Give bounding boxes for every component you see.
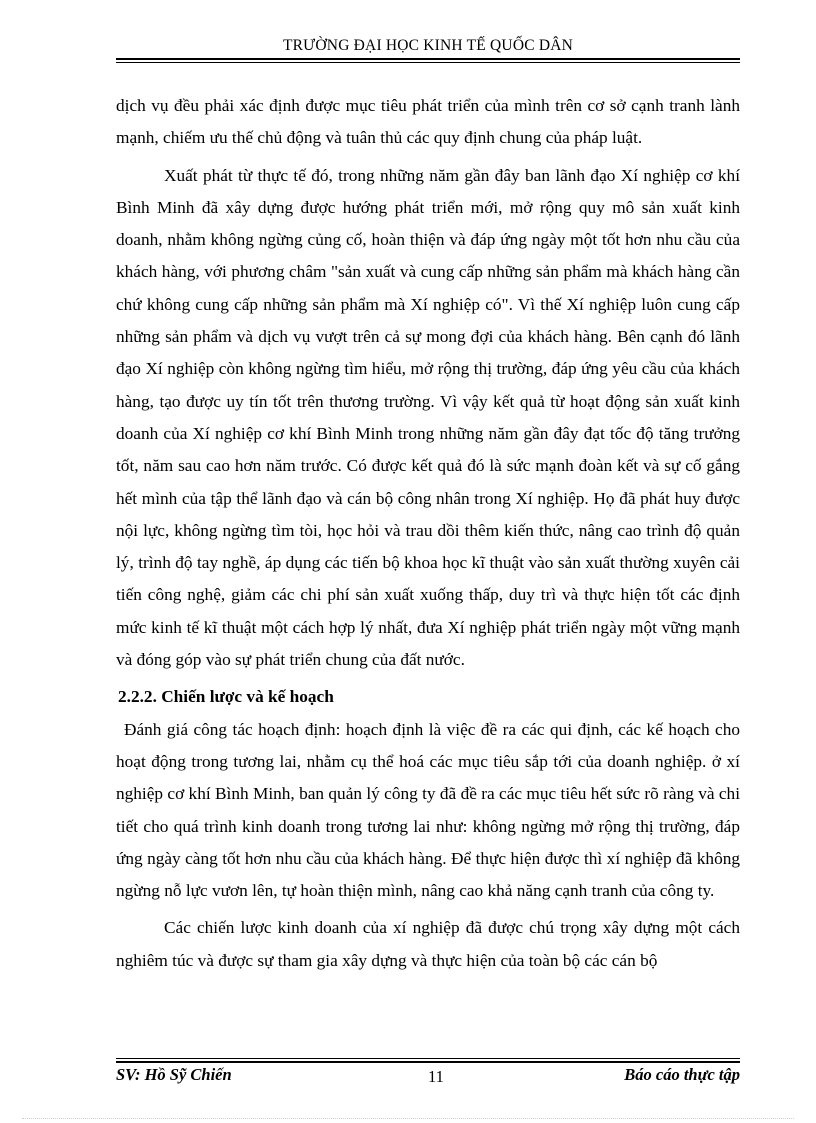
document-body — [116, 90, 740, 977]
footer-author: SV: Hồ Sỹ Chiến — [116, 1065, 232, 1084]
header-rule-thin — [116, 62, 740, 63]
header-rule-thick — [116, 58, 740, 60]
page-header-title: TRƯỜNG ĐẠI HỌC KINH TẾ QUỐC DÂN — [282, 37, 574, 54]
footer-rule-thin — [116, 1058, 740, 1059]
paragraph-3: Đánh giá công tác hoạch định: hoạch định là việc đề ra các qui định, các kế hoạch cho hoạt động trong tương lai, nhằm cụ thể hoá các mục tiêu sắp tới của doanh nghiệp. ở xí nghiệp cơ khí Bình Minh, ban quản lý công ty đã đề ra các mục tiêu hết sức rõ ràng và chi tiết cho quá trình kinh doanh trong tương lai như: không ngừng mở rộng thị trường, đáp ứng ngày càng tốt hơn nhu cầu của khách hàng. Để thực hiện được thì xí nghiệp đã không ngừng nỗ lực vươn lên, tự hoàn thiện mình, nâng cao khả năng cạnh tranh của công ty. — [116, 719, 740, 901]
footer-rule-thick — [116, 1061, 740, 1063]
page-number: 11 — [428, 1067, 444, 1086]
section-heading: 2.2.2. Chiến lược và kế hoạch — [118, 687, 334, 707]
footer-report-label: Báo cáo thực tập — [624, 1065, 740, 1084]
page-bottom-border — [22, 1118, 794, 1119]
paragraph-2: Xuất phát từ thực tế đó, trong những năm gần đây ban lãnh đạo Xí nghiệp cơ khí Bình Minh đã xây dựng được hướng phát triển mới, mở rộng quy mô sản xuất kinh doanh, nhằm không ngừng củng cố, hoàn thiện và đáp ứng ngày một tốt hơn nhu cầu của khách hàng, với phương châm "sản xuất và cung cấp những sản phẩm mà khách hàng cần chứ không cung cấp những sản phẩm mà Xí nghiệp có". Vì thế Xí nghiệp luôn cung cấp những sản phẩm và dịch vụ vượt trên cả sự mong đợi của khách hàng. Bên cạnh đó lãnh đạo Xí nghiệp còn không ngừng tìm hiểu, mở rộng thị trường, đáp ứng yêu cầu của khách hàng, tạo được uy tín tốt trên thương trường. Vì vậy kết quả từ hoạt động sản xuất kinh doanh của Xí nghiệp cơ khí Bình Minh trong những năm gần đây đạt tốc độ tăng trưởng tốt, năm sau cao hơn năm trước. Có được kết quả đó là sức mạnh đoàn kết và sự cố gắng hết mình của tập thể lãnh đạo và cán bộ công nhân trong Xí nghiệp. Họ đã phát huy được nội lực, không ngừng tìm tòi, học hỏi và trau dồi thêm kiến thức, nâng cao trình độ quản lý, trình độ tay nghề, áp dụng các tiến bộ khoa học kĩ thuật vào sản xuất thường xuyên cải tiến công nghệ, giảm các chi phí sản xuất xuống thấp, duy trì và thực hiện tốt các định mức kinh tế kĩ thuật một cách hợp lý nhất, đưa Xí nghiệp phát triển ngày một vững mạnh và đóng góp vào sự phát triển chung của đất nước. — [116, 165, 740, 670]
paragraph-4: Các chiến lược kinh doanh của xí nghiệp đã được chú trọng xây dựng một cách nghiêm túc và được sự tham gia xây dựng và thực hiện của toàn bộ các cán bộ — [116, 918, 740, 970]
paragraph-1: dịch vụ đều phải xác định được mục tiêu phát triển của mình trên cơ sở cạnh tranh lành mạnh, chiếm ưu thế chủ động và tuân thủ các quy định chung của pháp luật. — [116, 96, 740, 148]
